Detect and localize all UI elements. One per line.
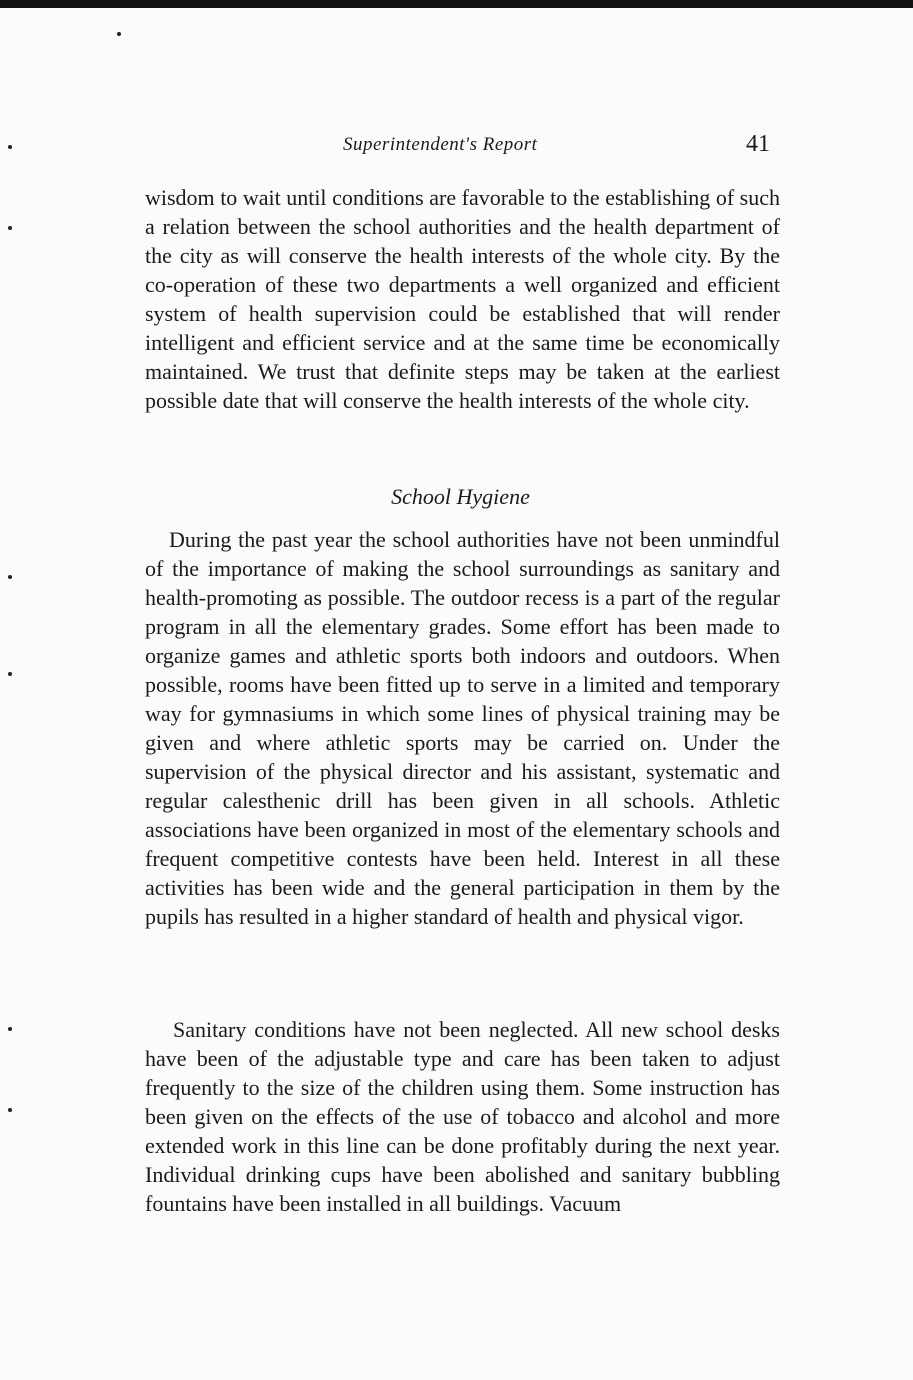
paragraph-continued: wisdom to wait until conditions are favorable to the establishing of such a relation between the school authorities and the health department of the city as will conserve the health interests of the whole city. By the co-operation of these two departments a well organized and efficient system of health supervision could be established that will render intelligent and efficient service and at the same time be economically maintained. We trust that definite steps may be taken at the earliest possible date that will conserve the health interests of the whole city.: [145, 185, 780, 413]
section-heading: School Hygiene: [391, 484, 530, 509]
paragraph-school-hygiene: During the past year the school authorities have not been unmindful of the importance of making the school surroundings as sanitary and health-promoting as possible. The outdoor recess is a part of the regular program in all the elementary grades. Some effort has been made to organize games and athletic sports both indoors and outdoors. When possible, rooms have been fitted up to serve in a limited and temporary way for gymnasiums in which some lines of physical training may be given and where athletic sports may be carried on. Under the supervision of the physical director and his assistant, systematic and regular calesthenic drill has been given in all schools. Athletic associations have been organized in most of the elementary schools and frequent competitive contests have been held. Interest in all these activities has been wide and the general participation in them by the pupils has resulted in a higher standard of health and physical vigor.: [145, 527, 780, 929]
margin-speck: [8, 575, 12, 579]
margin-speck: [8, 226, 12, 230]
margin-speck: [8, 145, 12, 149]
running-header-title: Superintendent's Report: [343, 134, 538, 155]
margin-speck: [8, 1108, 12, 1112]
margin-speck: [8, 1027, 12, 1031]
page-number: 41: [746, 131, 770, 157]
page-top-edge: [0, 0, 913, 8]
margin-speck: [117, 32, 121, 36]
margin-speck: [8, 672, 12, 676]
paragraph-sanitary-conditions: Sanitary conditions have not been neglected. All new school desks have been of the adjustable type and care has been taken to adjust frequently to the size of the children using them. Some instruction has been given on the effects of the use of tobacco and alcohol and more extended work in this line can be done profitably during the next year. Individual drinking cups have been abolished and sanitary bubbling fountains have been installed in all buildings. Vacuum: [145, 1017, 780, 1216]
